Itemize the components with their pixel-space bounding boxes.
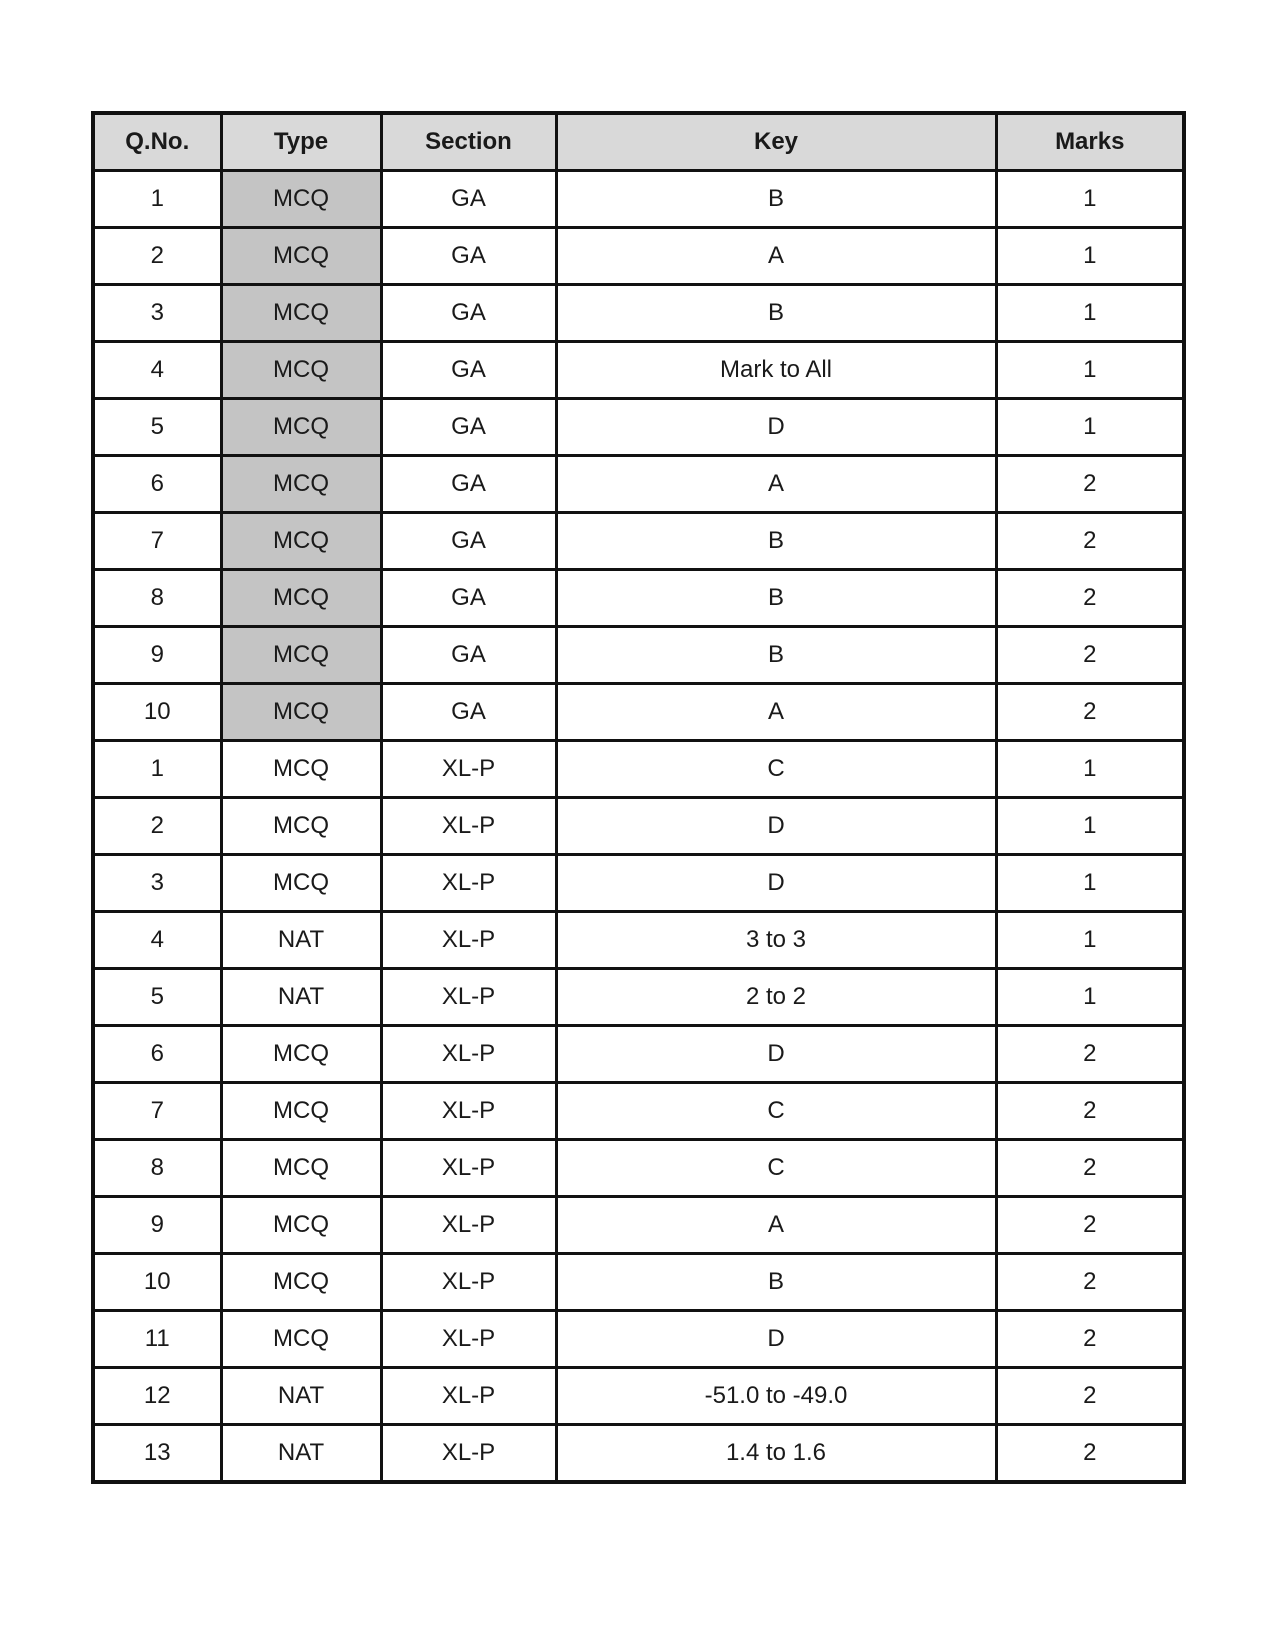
cell-qno: 10 <box>93 1254 221 1311</box>
cell-key: D <box>556 798 996 855</box>
table-row <box>93 627 1184 684</box>
cell-key: D <box>556 1311 996 1368</box>
cell-section: GA <box>381 627 556 684</box>
cell-marks: 1 <box>996 741 1184 798</box>
cell-qno: 11 <box>93 1311 221 1368</box>
cell-key: B <box>556 171 996 228</box>
cell-qno: 7 <box>93 1083 221 1140</box>
table-body <box>93 171 1184 1483</box>
cell-section: XL-P <box>381 1368 556 1425</box>
cell-marks: 1 <box>996 342 1184 399</box>
cell-type: MCQ <box>221 741 381 798</box>
table-row <box>93 1425 1184 1483</box>
cell-qno: 6 <box>93 456 221 513</box>
cell-qno: 7 <box>93 513 221 570</box>
cell-type: MCQ <box>221 1026 381 1083</box>
cell-section: GA <box>381 285 556 342</box>
cell-type: MCQ <box>221 1197 381 1254</box>
cell-qno: 10 <box>93 684 221 741</box>
cell-key: A <box>556 456 996 513</box>
cell-section: GA <box>381 513 556 570</box>
cell-key: B <box>556 627 996 684</box>
cell-section: XL-P <box>381 855 556 912</box>
cell-qno: 12 <box>93 1368 221 1425</box>
cell-section: XL-P <box>381 1140 556 1197</box>
cell-type: MCQ <box>221 1140 381 1197</box>
cell-type: NAT <box>221 1368 381 1425</box>
table-row <box>93 1140 1184 1197</box>
cell-marks: 2 <box>996 684 1184 741</box>
cell-marks: 1 <box>996 855 1184 912</box>
cell-type: MCQ <box>221 285 381 342</box>
cell-key: 3 to 3 <box>556 912 996 969</box>
cell-marks: 2 <box>996 1254 1184 1311</box>
table-row <box>93 171 1184 228</box>
cell-type: MCQ <box>221 399 381 456</box>
cell-qno: 2 <box>93 798 221 855</box>
cell-section: XL-P <box>381 912 556 969</box>
cell-key: B <box>556 513 996 570</box>
cell-type: MCQ <box>221 342 381 399</box>
cell-type: MCQ <box>221 456 381 513</box>
cell-qno: 1 <box>93 171 221 228</box>
header-section: Section <box>381 113 556 171</box>
cell-type: NAT <box>221 969 381 1026</box>
cell-section: GA <box>381 399 556 456</box>
cell-section: XL-P <box>381 1254 556 1311</box>
table-row <box>93 1197 1184 1254</box>
cell-marks: 2 <box>996 513 1184 570</box>
cell-marks: 2 <box>996 1083 1184 1140</box>
cell-section: XL-P <box>381 1026 556 1083</box>
cell-marks: 2 <box>996 1026 1184 1083</box>
cell-qno: 8 <box>93 1140 221 1197</box>
cell-section: XL-P <box>381 969 556 1026</box>
cell-section: GA <box>381 684 556 741</box>
cell-section: XL-P <box>381 1197 556 1254</box>
cell-qno: 6 <box>93 1026 221 1083</box>
cell-qno: 13 <box>93 1425 221 1483</box>
cell-section: XL-P <box>381 1083 556 1140</box>
cell-key: B <box>556 570 996 627</box>
cell-key: D <box>556 399 996 456</box>
cell-section: XL-P <box>381 741 556 798</box>
cell-qno: 5 <box>93 399 221 456</box>
cell-type: MCQ <box>221 1254 381 1311</box>
table-row <box>93 456 1184 513</box>
cell-marks: 1 <box>996 399 1184 456</box>
cell-qno: 8 <box>93 570 221 627</box>
cell-key: A <box>556 1197 996 1254</box>
table-header <box>93 113 1184 171</box>
cell-qno: 5 <box>93 969 221 1026</box>
cell-key: Mark to All <box>556 342 996 399</box>
cell-marks: 1 <box>996 969 1184 1026</box>
cell-type: MCQ <box>221 684 381 741</box>
cell-qno: 9 <box>93 627 221 684</box>
cell-type: MCQ <box>221 855 381 912</box>
header-key: Key <box>556 113 996 171</box>
cell-marks: 1 <box>996 228 1184 285</box>
cell-qno: 9 <box>93 1197 221 1254</box>
cell-key: C <box>556 741 996 798</box>
table-row <box>93 969 1184 1026</box>
cell-type: MCQ <box>221 627 381 684</box>
table-row <box>93 1026 1184 1083</box>
cell-section: GA <box>381 342 556 399</box>
cell-type: MCQ <box>221 1311 381 1368</box>
cell-key: 2 to 2 <box>556 969 996 1026</box>
header-type: Type <box>221 113 381 171</box>
cell-qno: 2 <box>93 228 221 285</box>
table-row <box>93 513 1184 570</box>
cell-marks: 2 <box>996 1311 1184 1368</box>
cell-type: MCQ <box>221 513 381 570</box>
cell-key: -51.0 to -49.0 <box>556 1368 996 1425</box>
answer-key-table <box>91 111 1186 1484</box>
cell-type: MCQ <box>221 798 381 855</box>
cell-section: GA <box>381 456 556 513</box>
cell-key: C <box>556 1140 996 1197</box>
cell-marks: 2 <box>996 627 1184 684</box>
cell-key: A <box>556 228 996 285</box>
cell-marks: 2 <box>996 456 1184 513</box>
cell-key: A <box>556 684 996 741</box>
header-marks: Marks <box>996 113 1184 171</box>
table-row <box>93 342 1184 399</box>
table-row <box>93 228 1184 285</box>
cell-marks: 2 <box>996 1140 1184 1197</box>
cell-section: GA <box>381 171 556 228</box>
cell-marks: 2 <box>996 570 1184 627</box>
cell-section: XL-P <box>381 1425 556 1483</box>
cell-key: C <box>556 1083 996 1140</box>
cell-type: MCQ <box>221 1083 381 1140</box>
cell-qno: 4 <box>93 342 221 399</box>
table-row <box>93 1254 1184 1311</box>
table-row <box>93 855 1184 912</box>
table-row <box>93 741 1184 798</box>
table-row <box>93 285 1184 342</box>
cell-marks: 1 <box>996 798 1184 855</box>
cell-qno: 4 <box>93 912 221 969</box>
table-row <box>93 684 1184 741</box>
cell-marks: 2 <box>996 1368 1184 1425</box>
cell-qno: 3 <box>93 285 221 342</box>
cell-key: 1.4 to 1.6 <box>556 1425 996 1483</box>
cell-type: MCQ <box>221 570 381 627</box>
cell-key: B <box>556 285 996 342</box>
cell-marks: 1 <box>996 171 1184 228</box>
cell-marks: 2 <box>996 1425 1184 1483</box>
table-row <box>93 1368 1184 1425</box>
cell-key: D <box>556 855 996 912</box>
table-row <box>93 399 1184 456</box>
cell-section: GA <box>381 570 556 627</box>
cell-marks: 1 <box>996 912 1184 969</box>
header-row <box>93 113 1184 171</box>
cell-section: XL-P <box>381 798 556 855</box>
cell-key: B <box>556 1254 996 1311</box>
table-row <box>93 1311 1184 1368</box>
cell-marks: 2 <box>996 1197 1184 1254</box>
cell-key: D <box>556 1026 996 1083</box>
table-row <box>93 570 1184 627</box>
cell-section: GA <box>381 228 556 285</box>
table-row <box>93 1083 1184 1140</box>
cell-type: NAT <box>221 912 381 969</box>
table-row <box>93 912 1184 969</box>
cell-type: NAT <box>221 1425 381 1483</box>
cell-type: MCQ <box>221 171 381 228</box>
cell-qno: 3 <box>93 855 221 912</box>
cell-type: MCQ <box>221 228 381 285</box>
cell-marks: 1 <box>996 285 1184 342</box>
cell-section: XL-P <box>381 1311 556 1368</box>
table-row <box>93 798 1184 855</box>
header-qno: Q.No. <box>93 113 221 171</box>
cell-qno: 1 <box>93 741 221 798</box>
